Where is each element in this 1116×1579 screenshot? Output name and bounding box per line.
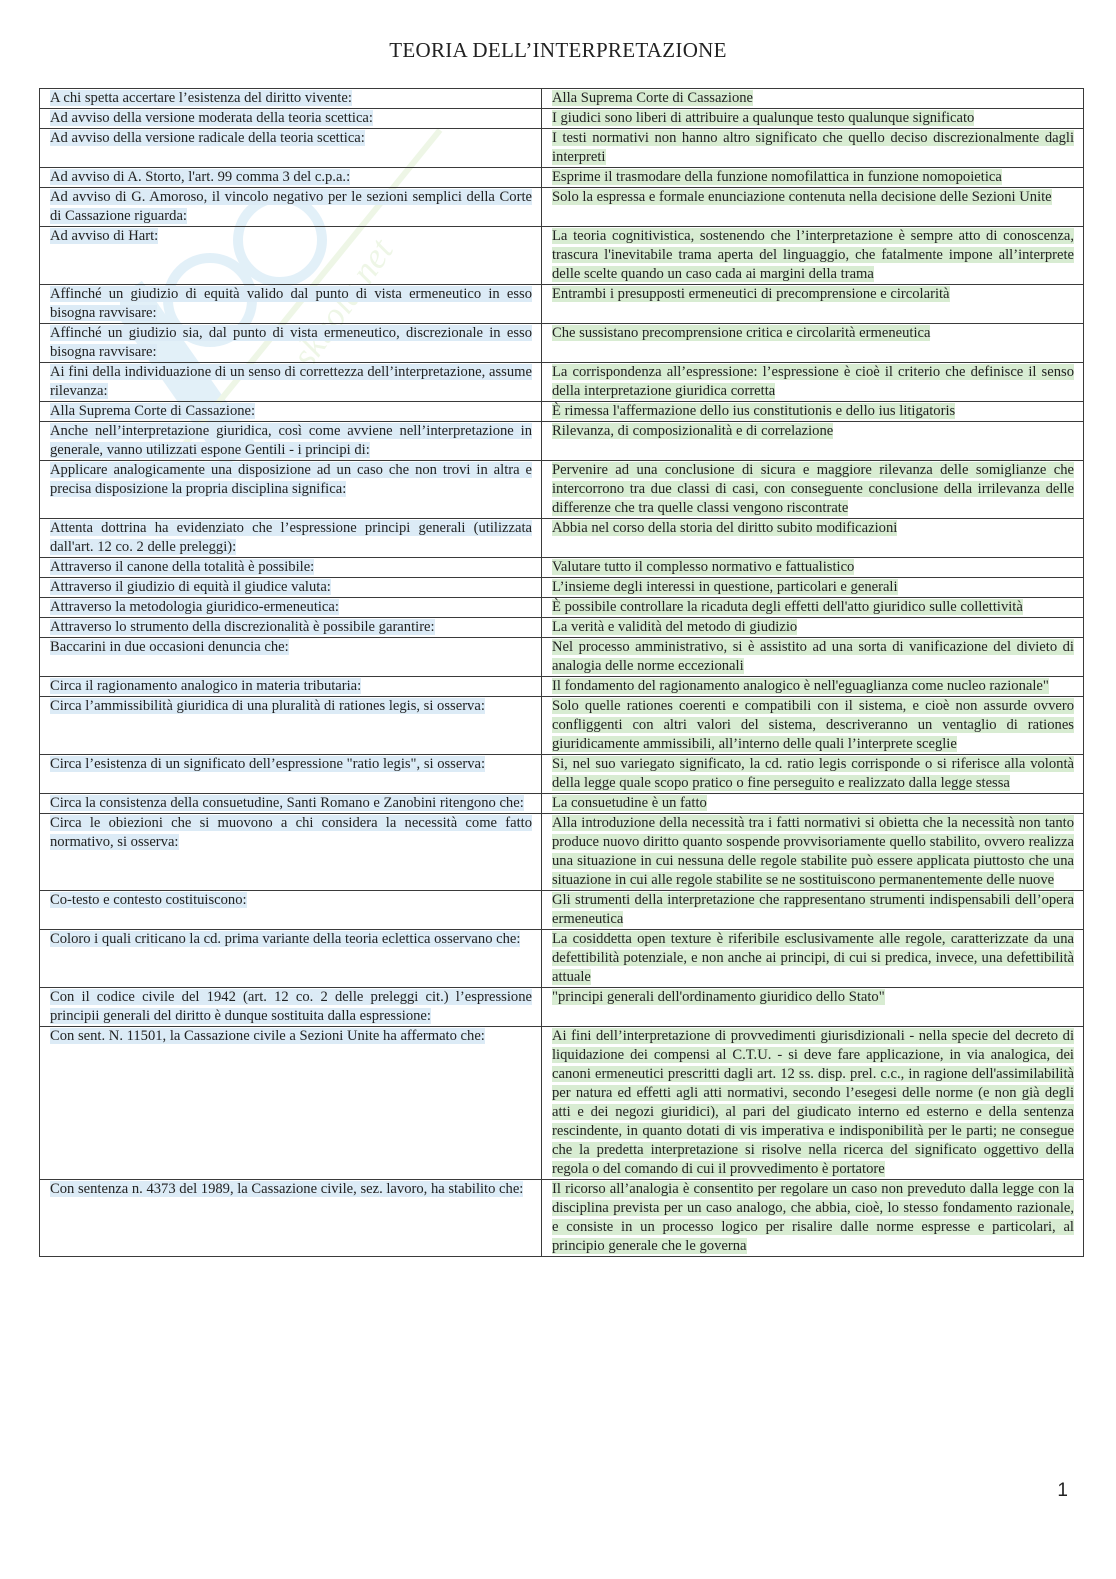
- qa-table: [39, 88, 1084, 1257]
- question-cell: [40, 988, 542, 1027]
- table-row: [40, 519, 1084, 558]
- question-cell: [40, 188, 542, 227]
- table-row: [40, 618, 1084, 638]
- answer-cell: [542, 558, 1084, 578]
- answer-cell: [542, 109, 1084, 129]
- question-cell: [40, 598, 542, 618]
- table-row: [40, 794, 1084, 814]
- answer-cell: [542, 794, 1084, 814]
- table-row: [40, 755, 1084, 794]
- answer-text: Alla Suprema Corte di Cassazione: [552, 90, 754, 106]
- answer-cell: [542, 755, 1084, 794]
- answer-cell: [542, 422, 1084, 461]
- question-cell: [40, 1027, 542, 1180]
- question-text: Con sent. N. 11501, la Cassazione civile a Sezioni Unite ha affermato che:: [50, 1028, 485, 1044]
- question-text: Co-testo e contesto costituiscono:: [50, 892, 247, 908]
- answer-cell: [542, 578, 1084, 598]
- answer-cell: [542, 129, 1084, 168]
- answer-text: Solo quelle rationes coerenti e compatibili con il sistema, e cioè non assurde ovvero confliggenti con altri valori del sistema, descriveranno un ventaglio di rationes giuridicamente ammissibili, all’interno delle quali l’interprete sceglie: [552, 698, 1074, 752]
- table-row: [40, 677, 1084, 697]
- answer-cell: [542, 677, 1084, 697]
- question-cell: [40, 363, 542, 402]
- question-cell: [40, 891, 542, 930]
- question-cell: [40, 930, 542, 988]
- question-text: Circa le obiezioni che si muovono a chi considera la necessità come fatto normativo, si osserva:: [50, 815, 532, 850]
- question-text: Coloro i quali criticano la cd. prima variante della teoria eclettica osservano che:: [50, 931, 521, 947]
- question-text: Attraverso il giudizio di equità il giudice valuta:: [50, 579, 331, 595]
- question-text: Circa il ragionamento analogico in materia tributaria:: [50, 678, 362, 694]
- answer-cell: [542, 988, 1084, 1027]
- answer-text: Abbia nel corso della storia del diritto subito modificazioni: [552, 520, 898, 536]
- question-cell: [40, 578, 542, 598]
- answer-cell: [542, 697, 1084, 755]
- table-row: [40, 1180, 1084, 1257]
- question-text: Ad avviso di G. Amoroso, il vincolo negativo per le sezioni semplici della Corte di Cassazione riguarda:: [50, 189, 532, 224]
- answer-cell: [542, 227, 1084, 285]
- table-row: [40, 930, 1084, 988]
- answer-cell: [542, 461, 1084, 519]
- table-row: [40, 461, 1084, 519]
- answer-text: Ai fini dell’interpretazione di provvedimenti giurisdizionali - nella specie del decreto di liquidazione dei compensi al C.T.U. - si deve fare applicazione, in via analogica, dei canoni ermeneutici prescritti dagli art. 12 ss. disp. prel. c.c., in ragione dell'assimilabilità per natura ed effetti agli atti normativi, secondo l’esegesi delle norme (e non già degli atti e dei negozi giuridici), al pari del giudicato interno ed esterno e della sentenza rescindente, in quanto dotati di vis imperativa e indisponibilità per le parti; ne consegue che la predetta interpretazione si risolve nella ricerca del significato oggettivo della regola o del comando di cui il provvedimento è portatore: [552, 1028, 1074, 1177]
- question-text: A chi spetta accertare l’esistenza del diritto vivente:: [50, 90, 352, 106]
- table-row: [40, 227, 1084, 285]
- table-row: [40, 638, 1084, 677]
- question-text: Ad avviso della versione moderata della teoria scettica:: [50, 110, 373, 126]
- answer-cell: [542, 598, 1084, 618]
- table-row: [40, 598, 1084, 618]
- answer-cell: [542, 814, 1084, 891]
- answer-text: La cosiddetta open texture è riferibile esclusivamente alle regole, caratterizzate da una defettibilità potenziale, e non anche ai principi, di cui si predica, invece, una defettibilità attuale: [552, 931, 1074, 985]
- question-cell: [40, 814, 542, 891]
- answer-text: "principi generali dell'ordinamento giuridico dello Stato": [552, 989, 885, 1005]
- table-row: [40, 168, 1084, 188]
- table-row: [40, 422, 1084, 461]
- answer-text: Si, nel suo variegato significato, la cd. ratio legis corrisponde o si riferisce alla volontà della legge quale scopo pratico o fine perseguito e realizzato dalla legge stessa: [552, 756, 1074, 791]
- question-cell: [40, 109, 542, 129]
- question-text: Attenta dottrina ha evidenziato che l’espressione principi generali (utilizzata dall'art. 12 co. 2 delle preleggi):: [50, 520, 532, 555]
- table-row: [40, 109, 1084, 129]
- question-text: Ai fini della individuazione di un senso di correttezza dell’interpretazione, assume rilevanza:: [50, 364, 532, 399]
- answer-cell: [542, 638, 1084, 677]
- question-cell: [40, 618, 542, 638]
- question-cell: [40, 168, 542, 188]
- question-text: Ad avviso di Hart:: [50, 228, 159, 244]
- table-row: [40, 324, 1084, 363]
- answer-text: I giudici sono liberi di attribuire a qualunque testo qualunque significato: [552, 110, 975, 126]
- question-cell: [40, 402, 542, 422]
- page-title: TEORIA DELL’INTERPRETAZIONE: [389, 38, 727, 62]
- answer-text: L’insieme degli interessi in questione, particolari e generali: [552, 579, 898, 595]
- answer-cell: [542, 618, 1084, 638]
- table-row: [40, 285, 1084, 324]
- question-text: Ad avviso della versione radicale della teoria scettica:: [50, 130, 365, 146]
- question-cell: [40, 558, 542, 578]
- question-cell: [40, 677, 542, 697]
- page-number: 1: [1057, 1480, 1068, 1501]
- answer-cell: [542, 89, 1084, 109]
- answer-text: Che sussistano precomprensione critica e circolarità ermeneutica: [552, 325, 931, 341]
- question-text: Circa l’ammissibilità giuridica di una pluralità di rationes legis, si osserva:: [50, 698, 485, 714]
- question-cell: [40, 1180, 542, 1257]
- answer-cell: [542, 188, 1084, 227]
- table-row: [40, 1027, 1084, 1180]
- answer-cell: [542, 324, 1084, 363]
- table-row: [40, 129, 1084, 168]
- question-cell: [40, 227, 542, 285]
- answer-text: La corrispondenza all’espressione: l’espressione è cioè il criterio che definisce il senso della interpretazione giuridica corretta: [552, 364, 1074, 399]
- answer-text: Esprime il trasmodare della funzione nomofilattica in funzione nomopoietica: [552, 169, 1002, 185]
- answer-text: Nel processo amministrativo, si è assistito ad una sorta di vanificazione del divieto di analogia delle norme eccezionali: [552, 639, 1074, 674]
- question-cell: [40, 519, 542, 558]
- table-row: [40, 363, 1084, 402]
- question-cell: [40, 89, 542, 109]
- question-cell: [40, 638, 542, 677]
- question-cell: [40, 461, 542, 519]
- answer-text: Rilevanza, di composizionalità e di correlazione: [552, 423, 834, 439]
- answer-text: Pervenire ad una conclusione di sicura e maggiore rilevanza delle somiglianze che intercorrono tra due classi di casi, con conseguente conclusione della irrilevanza delle differenze che tra quelle classi vengono riscontrate: [552, 462, 1074, 516]
- question-text: Con sentenza n. 4373 del 1989, la Cassazione civile, sez. lavoro, ha stabilito che:: [50, 1181, 524, 1197]
- answer-text: La teoria cognitivistica, sostenendo che l’interpretazione è sempre atto di conoscenza, trascura l'inevitabile trama aperta del linguaggio, che fatalmente impone all’interprete delle scelte quando un caso cada ai margini della trama: [552, 228, 1074, 282]
- question-text: Affinché un giudizio di equità valido dal punto di vista ermeneutico in esso bisogna ravvisare:: [50, 286, 532, 321]
- answer-text: I testi normativi non hanno altro significato che quello deciso discrezionalmente dagli interpreti: [552, 130, 1074, 165]
- answer-text: È possibile controllare la ricaduta degli effetti dell'atto giuridico sulle collettività: [552, 599, 1023, 615]
- question-text: Anche nell’interpretazione giuridica, così come avviene nell’interpretazione in generale, vanno utilizzati espone Gentili - i principi di:: [50, 423, 532, 458]
- answer-cell: [542, 402, 1084, 422]
- question-cell: [40, 422, 542, 461]
- question-text: Con il codice civile del 1942 (art. 12 co. 2 delle preleggi cit.) l’espressione principii generali del diritto è dunque sostituita dalla espressione:: [50, 989, 532, 1024]
- answer-text: Entrambi i presupposti ermeneutici di precomprensione e circolarità: [552, 286, 950, 302]
- answer-text: È rimessa l'affermazione dello ius constitutionis e dello ius litigatoris: [552, 403, 956, 419]
- answer-text: La consuetudine è un fatto: [552, 795, 707, 811]
- answer-text: Il ricorso all’analogia è consentito per regolare un caso non preveduto dalla legge con la disciplina prevista per un caso analogo, che abbia, cioè, lo stesso fondamento razionale, e consiste in un processo logico per risalire dalle norme espresse e particolari, al principio generale che le governa: [552, 1181, 1074, 1254]
- svg-text:skuola.net: skuola.net: [283, 231, 401, 375]
- answer-text: Alla introduzione della necessità tra i fatti normativi si obietta che la necessità non tanto produce nuovo diritto quanto sospende provvisoriamente quello stabilito, ovvero realizza una situazione in cui nessuna delle regole stabilite può essere applicata piuttosto che una situazione in cui alle regole stabilite se ne sostituiscono permanentemente delle nuove: [552, 815, 1074, 888]
- question-cell: [40, 129, 542, 168]
- table-row: [40, 578, 1084, 598]
- answer-cell: [542, 1027, 1084, 1180]
- answer-cell: [542, 1180, 1084, 1257]
- question-text: Circa la consistenza della consuetudine, Santi Romano e Zanobini ritengono che:: [50, 795, 524, 811]
- answer-text: Il fondamento del ragionamento analogico è nell'eguaglianza come nucleo razionale": [552, 678, 1049, 694]
- answer-cell: [542, 363, 1084, 402]
- question-text: Affinché un giudizio sia, dal punto di vista ermeneutico, discrezionale in esso bisogna ravvisare:: [50, 325, 532, 360]
- question-text: Attraverso la metodologia giuridico-ermeneutica:: [50, 599, 339, 615]
- answer-text: La verità e validità del metodo di giudizio: [552, 619, 798, 635]
- question-text: Baccarini in due occasioni denuncia che:: [50, 639, 289, 655]
- table-row: [40, 697, 1084, 755]
- answer-text: Gli strumenti della interpretazione che rappresentano strumenti indispensabili dell’opera ermeneutica: [552, 892, 1074, 927]
- question-cell: [40, 697, 542, 755]
- answer-cell: [542, 930, 1084, 988]
- question-text: Applicare analogicamente una disposizione ad un caso che non trovi in altra e precisa disposizione la propria disciplina significa:: [50, 462, 532, 497]
- question-text: Circa l’esistenza di un significato dell’espressione "ratio legis", si osserva:: [50, 756, 486, 772]
- table-row: [40, 814, 1084, 891]
- table-row: [40, 988, 1084, 1027]
- question-cell: [40, 755, 542, 794]
- question-text: Attraverso il canone della totalità è possibile:: [50, 559, 315, 575]
- table-row: [40, 558, 1084, 578]
- answer-text: Solo la espressa e formale enunciazione contenuta nella decisione delle Sezioni Unite: [552, 189, 1052, 205]
- answer-cell: [542, 891, 1084, 930]
- question-cell: [40, 324, 542, 363]
- question-cell: [40, 794, 542, 814]
- table-row: [40, 402, 1084, 422]
- question-cell: [40, 285, 542, 324]
- answer-cell: [542, 285, 1084, 324]
- answer-cell: [542, 519, 1084, 558]
- question-text: Attraverso lo strumento della discrezionalità è possibile garantire:: [50, 619, 435, 635]
- question-text: Ad avviso di A. Storto, l'art. 99 comma 3 del c.p.a.:: [50, 169, 351, 185]
- table-row: [40, 891, 1084, 930]
- question-text: Alla Suprema Corte di Cassazione:: [50, 403, 256, 419]
- answer-cell: [542, 168, 1084, 188]
- table-row: [40, 188, 1084, 227]
- table-row: [40, 89, 1084, 109]
- answer-text: Valutare tutto il complesso normativo e fattualistico: [552, 559, 855, 575]
